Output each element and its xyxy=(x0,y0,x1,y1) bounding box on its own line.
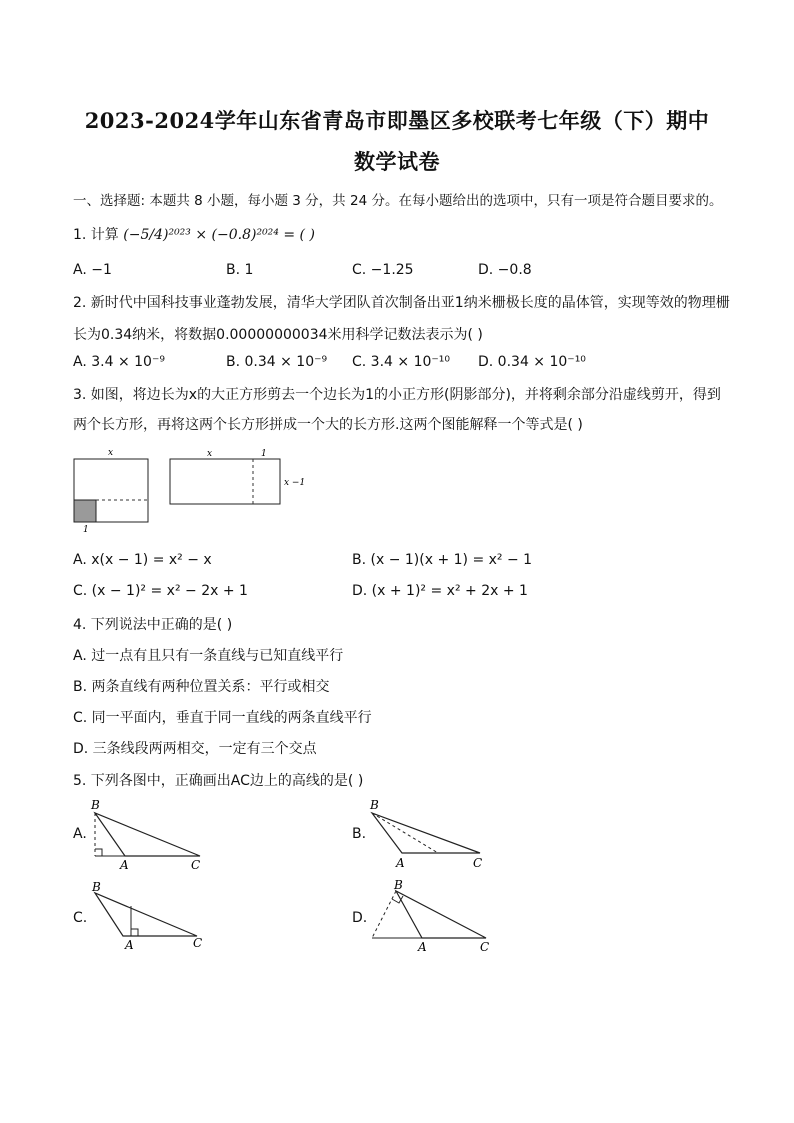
q1-option-a[interactable]: A. −1 xyxy=(73,262,112,278)
point-c-b: C xyxy=(473,856,483,870)
point-a-b: A xyxy=(396,856,405,870)
q3-option-a[interactable]: A. x(x − 1) = x² − x xyxy=(73,552,212,568)
point-a-c: A xyxy=(125,938,134,952)
question-3-line2: 两个长方形，再将这两个长方形拼成一个大的长方形.这两个图能解释一个等式是( ) xyxy=(73,417,583,433)
q5-figure-c[interactable] xyxy=(85,878,215,954)
point-c-c: C xyxy=(193,936,203,950)
q5-figure-b[interactable] xyxy=(362,796,492,872)
question-1-stem xyxy=(73,224,315,244)
height-dashed-d xyxy=(372,891,396,938)
q3-option-d[interactable]: D. (x + 1)² = x² + 2x + 1 xyxy=(352,583,528,599)
q2-option-a[interactable]: A. 3.4 × 10⁻⁹ xyxy=(73,354,165,370)
exam-title-line1: 2023-2024学年山东省青岛市即墨区多校联考七年级（下）期中 xyxy=(84,108,710,133)
question-3-figure xyxy=(70,444,320,536)
q2-option-c[interactable]: C. 3.4 × 10⁻¹⁰ xyxy=(352,354,450,370)
triangle-abc-a xyxy=(95,813,200,856)
q5-option-a-label[interactable]: A. xyxy=(73,826,87,842)
q5-option-c-label[interactable]: C. xyxy=(73,910,88,926)
question-2-line1: 2. 新时代中国科技事业蓬勃发展，清华大学团队首次制备出亚1纳米栅极长度的晶体管，实现等效的物理栅 xyxy=(73,295,730,311)
point-a-a: A xyxy=(120,858,129,872)
long-rectangle xyxy=(170,459,280,504)
q5-figure-a[interactable] xyxy=(85,796,215,872)
point-b-a: B xyxy=(91,798,100,812)
q1-option-d[interactable]: D. −0.8 xyxy=(478,262,532,278)
q4-option-b[interactable]: B. 两条直线有两种位置关系：平行或相交 xyxy=(73,679,330,695)
right-angle-mark-d xyxy=(392,896,403,903)
q1-option-c[interactable]: C. −1.25 xyxy=(352,262,414,278)
q1-option-b[interactable]: B. 1 xyxy=(226,262,254,278)
small-shaded-square xyxy=(74,500,96,522)
q5-option-b-label[interactable]: B. xyxy=(352,826,367,842)
question-4-stem: 4. 下列说法中正确的是( ) xyxy=(73,617,233,633)
q2-option-d[interactable]: D. 0.34 × 10⁻¹⁰ xyxy=(478,354,586,370)
q4-option-c[interactable]: C. 同一平面内，垂直于同一直线的两条直线平行 xyxy=(73,710,372,726)
point-b-d: B xyxy=(394,878,403,892)
question-2-line2: 长为0.34纳米，将数据0.00000000034米用科学记数法表示为( ) xyxy=(73,327,483,343)
right-angle-mark-a xyxy=(95,849,102,856)
question-5-stem: 5. 下列各图中，正确画出AC边上的高线的是( ) xyxy=(73,773,364,789)
q4-option-a[interactable]: A. 过一点有且只有一条直线与已知直线平行 xyxy=(73,648,344,664)
label-x-right: x xyxy=(207,449,213,459)
label-one-left: 1 xyxy=(83,525,89,535)
label-x-minus-1: x −1 xyxy=(284,478,306,488)
q5-option-d-label[interactable]: D. xyxy=(352,910,368,926)
q3-option-b[interactable]: B. (x − 1)(x + 1) = x² − 1 xyxy=(352,552,533,568)
question-1-prefix: 1. 计算 xyxy=(73,227,119,243)
q4-option-d[interactable]: D. 三条线段两两相交，一定有三个交点 xyxy=(73,741,317,757)
label-one-right: 1 xyxy=(261,449,267,459)
q5-figure-d[interactable] xyxy=(362,878,498,954)
exam-title-line2: 数学试卷 xyxy=(354,149,440,174)
point-a-d: A xyxy=(418,940,427,954)
point-b-b: B xyxy=(370,798,379,812)
dashed-line-b xyxy=(372,813,438,853)
triangle-abc-c xyxy=(95,893,197,936)
point-c-d: C xyxy=(480,940,490,954)
question-3-line1: 3. 如图，将边长为x的大正方形剪去一个边长为1的小正方形(阴影部分)，并将剩余部分沿虚线剪开，得到 xyxy=(73,387,721,403)
triangle-abc-d xyxy=(396,891,486,938)
triangle-abc-b xyxy=(372,813,480,853)
point-b-c: B xyxy=(92,880,101,894)
label-x-left: x xyxy=(108,448,114,458)
point-c-a: C xyxy=(191,858,201,872)
right-angle-mark-c xyxy=(131,929,138,936)
q3-option-c[interactable]: C. (x − 1)² = x² − 2x + 1 xyxy=(73,583,248,599)
q2-option-b[interactable]: B. 0.34 × 10⁻⁹ xyxy=(226,354,328,370)
section-heading: 一、选择题: 本题共 8 小题，每小题 3 分，共 24 分。在每小题给出的选项中，只有一项是符合题目要求的。 xyxy=(73,193,723,209)
question-1-expression: (−5/4)²⁰²³ × (−0.8)²⁰²⁴ = ( ) xyxy=(123,227,315,243)
